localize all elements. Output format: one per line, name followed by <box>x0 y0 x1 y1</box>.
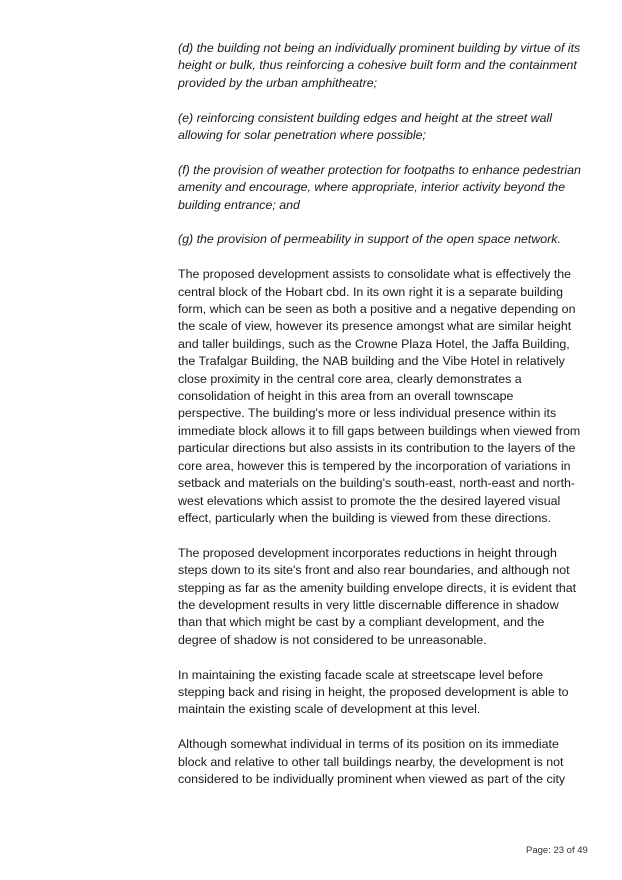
paragraph-prominence: Although somewhat individual in terms of its position on its immediate block and relative to other tall buildings nearby, the development is not considered to be individually prominent when viewed as part of the city <box>178 737 566 786</box>
criterion-d: (d) the building not being an individually prominent building by virtue of its height or bulk, thus reinforcing a cohesive built form and the containment provided by the urban amphitheatre; <box>178 41 581 90</box>
paragraph-height-reduction: The proposed development incorporates reductions in height through steps down to its site's front and also rear boundaries, and although not stepping as far as the amenity building envelope directs, it is evident that the development results in very little discernable difference in shadow than that which might be cast by a compliant development, and the degree of shadow is not considered to be unreasonable. <box>178 545 577 647</box>
criterion-e: (e) reinforcing consistent building edges and height at the street wall allowing for solar penetration where possible; <box>178 110 553 143</box>
criterion-g: (g) the provision of permeability in support of the open space network. <box>178 232 561 247</box>
paragraph-consolidation: The proposed development assists to consolidate what is effectively the central block of the Hobart cbd. In its own right it is a separate building form, which can be seen as both a positive and a negative depending on the scale of view, however its presence amongst what are similar height and taller buildings, such as the Crowne Plaza Hotel, the Jaffa Building, the Trafalgar Building, the NAB building and the Vibe Hotel in relatively close proximity in the central core area, clearly demonstrates a consolidation of height in this area from an overall townscape perspective. The building's more or less individual presence within its immediate block allows it to fill gaps between buildings when viewed from particular directions but also assists in its contribution to the layers of the core area, however this is tempered by the incorporation of variations in setback and materials on the building's south-east, north-east and north-west elevations which assist to promote the the desired layered visual effect, particularly when the building is viewed from these directions. <box>178 267 581 525</box>
paragraph-facade-scale: In maintaining the existing facade scale at streetscape level before stepping back and rising in height, the proposed development is able to maintain the existing scale of development at this level. <box>178 667 569 717</box>
criterion-f: (f) the provision of weather protection for footpaths to enhance pedestrian amenity and encourage, where appropriate, interior activity beyond the building entrance; and <box>178 162 581 212</box>
page-number: Page: 23 of 49 <box>526 845 588 856</box>
page-content <box>178 40 582 806</box>
